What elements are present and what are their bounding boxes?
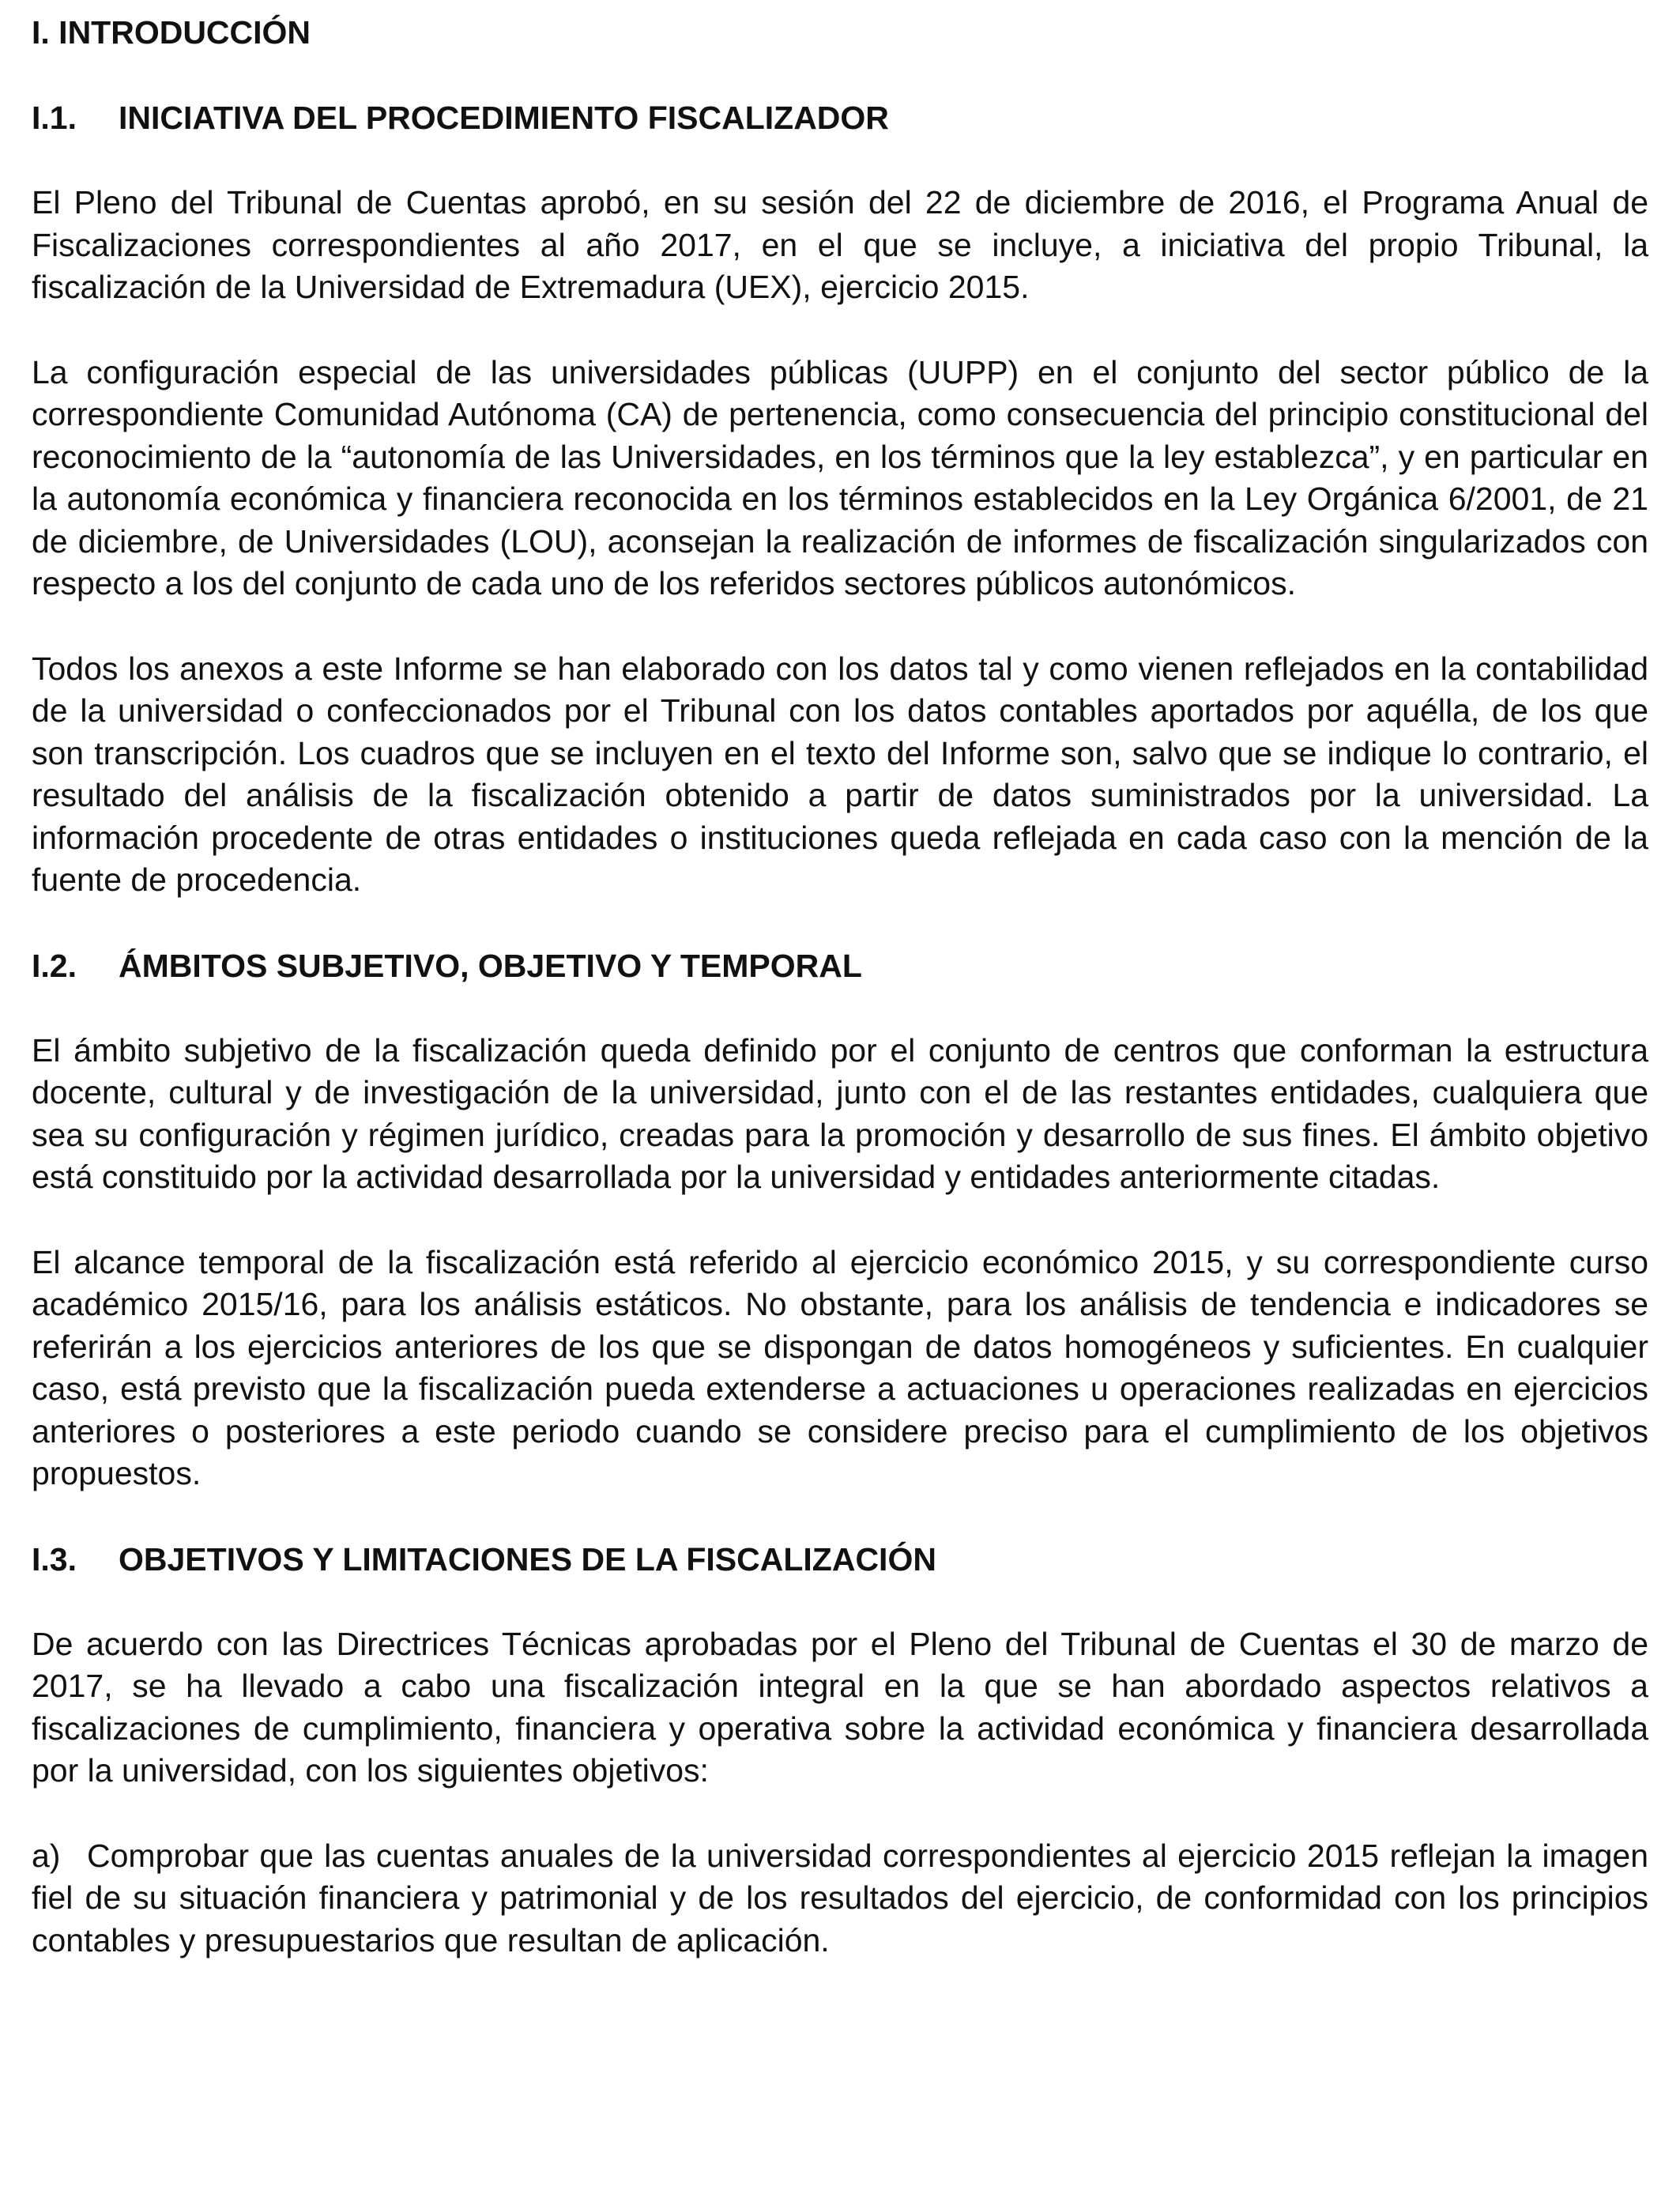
section-number: I.2. xyxy=(32,947,77,984)
list-item-text: Comprobar que las cuentas anuales de la universidad correspondientes al ejercicio 2015 reflejan la imagen fiel de su situación financiera y patrimonial y de los resultados del ejercicio, de conformidad con los principios contables y presupuestarios que resultan de aplicación. xyxy=(32,1837,1648,1958)
section-heading-text: INICIATIVA DEL PROCEDIMIENTO FISCALIZADOR xyxy=(119,100,889,136)
section-heading-text: OBJETIVOS Y LIMITACIONES DE LA FISCALIZACIÓN xyxy=(119,1540,936,1578)
section-iniciativa xyxy=(32,96,1648,902)
section-number: I.1. xyxy=(32,100,77,136)
section-heading xyxy=(32,944,1648,987)
section-number: I.3. xyxy=(32,1540,77,1578)
section-heading-text: ÁMBITOS SUBJETIVO, OBJETIVO Y TEMPORAL xyxy=(119,947,862,984)
paragraph: De acuerdo con las Directrices Técnicas aprobadas por el Pleno del Tribunal de Cuentas el 30 de marzo de 2017, se ha llevado a cabo una fiscalización integral en la que se han abordado aspectos relativos a fiscalizaciones de cumplimiento, financiera y operativa sobre la actividad económica y financiera desarrollada por la universidad, con los siguientes objetivos: xyxy=(32,1625,1648,1789)
section-heading xyxy=(32,96,1648,139)
page-title: I. INTRODUCCIÓN xyxy=(32,14,311,51)
section-heading xyxy=(32,1538,1648,1581)
list-marker: a) xyxy=(32,1837,61,1874)
paragraph: La configuración especial de las universidades públicas (UUPP) en el conjunto del sector público de la correspondiente Comunidad Autónoma (CA) de pertenencia, como consecuencia del principio constitucional del reconocimiento de la “autonomía de las Universidades, en los términos que la ley establezca”, y en particular en la autonomía económica y financiera reconocida en los términos establecidos en la Ley Orgánica 6/2001, de 21 de diciembre, de Universidades (LOU), aconsejan la realización de informes de fiscalización singularizados con respecto a los del conjunto de cada uno de los referidos sectores públicos autonómicos. xyxy=(32,353,1648,601)
paragraph: El ámbito subjetivo de la fiscalización queda definido por el conjunto de centros que conforman la estructura docente, cultural y de investigación de la universidad, junto con el de las restantes entidades, cualquiera que sea su configuración y régimen jurídico, creadas para la promoción y desarrollo de sus fines. El ámbito objetivo está constituido por la actividad desarrollada por la universidad y entidades anteriormente citadas. xyxy=(32,1031,1648,1195)
list-item xyxy=(32,1835,1648,1962)
section-ambitos xyxy=(32,944,1648,1495)
paragraph: Todos los anexos a este Informe se han elaborado con los datos tal y como vienen reflejados en la contabilidad de la universidad o confeccionados por el Tribunal con los datos contables aportados por aquélla, de los que son transcripción. Los cuadros que se incluyen en el texto del Informe son, salvo que se indique lo contrario, el resultado del análisis de la fiscalización obtenido a partir de datos suministrados por la universidad. La información procedente de otras entidades o instituciones queda reflejada en cada caso con la mención de la fuente de procedencia. xyxy=(32,650,1648,898)
paragraph: El Pleno del Tribunal de Cuentas aprobó, en su sesión del 22 de diciembre de 2016, el Programa Anual de Fiscalizaciones correspondientes al año 2017, en el que se incluye, a iniciativa del propio Tribunal, la fiscalización de la Universidad de Extremadura (UEX), ejercicio 2015. xyxy=(32,184,1648,305)
section-objetivos xyxy=(32,1538,1648,1962)
paragraph: El alcance temporal de la fiscalización está referido al ejercicio económico 2015, y su correspondiente curso académico 2015/16, para los análisis estáticos. No obstante, para los análisis de tendencia e indicadores se referirán a los ejercicios anteriores de los que se dispongan de datos homogéneos y suficientes. En cualquier caso, está previsto que la fiscalización pueda extenderse a actuaciones u operaciones realizadas en ejercicios anteriores o posteriores a este periodo cuando se considere preciso para el cumplimiento de los objetivos propuestos. xyxy=(32,1243,1648,1491)
